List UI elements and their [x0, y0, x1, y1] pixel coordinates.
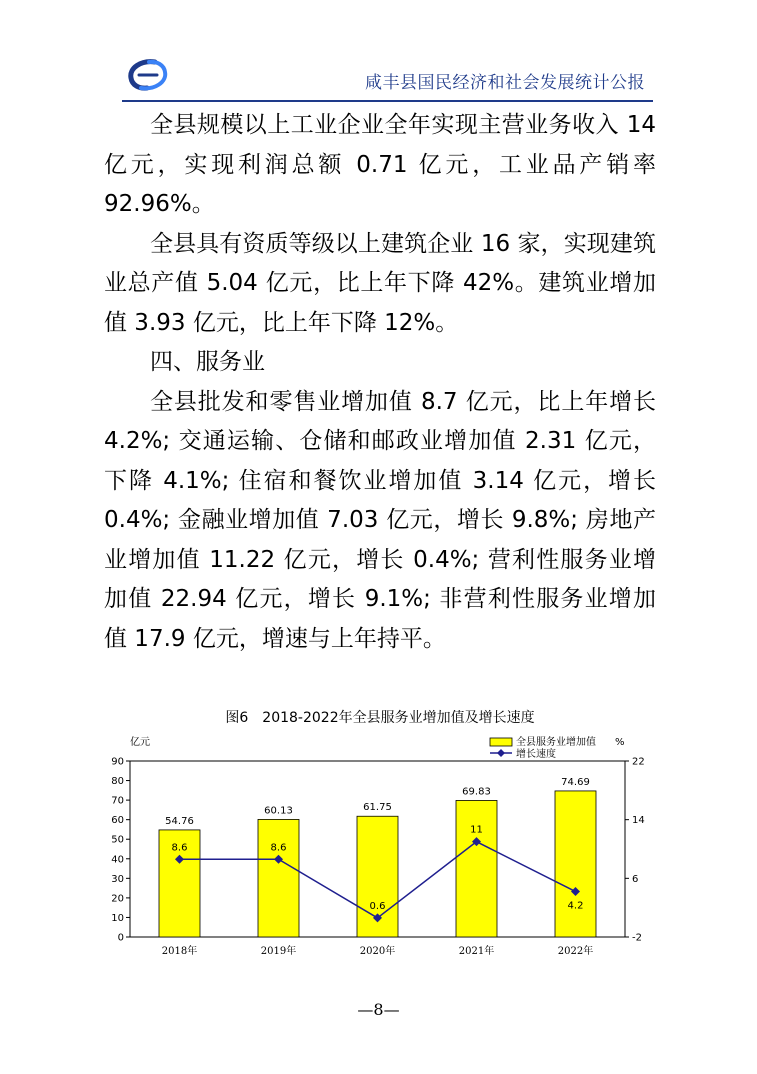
growth-value-label: 8.6 — [270, 842, 287, 854]
y-tick-left-label: 10 — [111, 912, 124, 924]
bar — [258, 819, 299, 937]
y-tick-left-label: 60 — [111, 815, 124, 827]
section-heading: 四、服务业 — [150, 349, 265, 375]
growth-value-label: 8.6 — [171, 842, 188, 854]
body-text — [104, 106, 656, 659]
x-tick-label: 2019年 — [260, 946, 297, 957]
legend-line-label: 增长速度 — [516, 749, 556, 760]
legend — [490, 735, 596, 760]
y-tick-left-label: 70 — [111, 795, 124, 807]
chart-title: 图6 2018-2022年全县服务业增加值及增长速度 — [225, 710, 535, 726]
growth-value-label: 11 — [470, 824, 483, 836]
bar — [456, 800, 497, 937]
growth-value-label: 4.2 — [567, 900, 584, 912]
y-tick-right-label: 6 — [632, 873, 639, 885]
logo-icon — [125, 58, 171, 92]
x-tick-labels — [162, 944, 593, 957]
page-number: —8— — [357, 1000, 400, 1019]
bar-value-label: 61.75 — [363, 802, 392, 814]
y-tick-left-label: 30 — [111, 873, 124, 885]
x-tick-label: 2021年 — [458, 946, 495, 957]
y-tick-left-label: 20 — [111, 893, 124, 905]
legend-bar-swatch — [490, 738, 512, 746]
services-chart — [110, 700, 650, 970]
paragraph-construction: 全县具有资质等级以上建筑企业 16 家，实现建筑业总产值 5.04 亿元，比上年下降 42%。建筑业增加值 3.93 亿元，比上年下降 12%。 — [104, 230, 656, 336]
y-tick-left-label: 50 — [111, 834, 124, 846]
y-tick-right-label: -2 — [632, 932, 642, 944]
y-tick-left-label: 80 — [111, 776, 124, 788]
paragraph-industry: 全县规模以上工业企业全年实现主营业务收入 14 亿元，实现利润总额 0.71 亿元，工业品产销率 92.96%。 — [104, 112, 656, 217]
y-tick-left-label: 90 — [111, 756, 124, 768]
y-tick-right-label: 14 — [632, 815, 645, 827]
legend-bar-label: 全县服务业增加值 — [516, 737, 596, 748]
x-tick-label: 2018年 — [161, 946, 198, 957]
x-tick-label: 2020年 — [359, 946, 396, 957]
bar-value-label: 69.83 — [462, 786, 491, 798]
x-tick-label: 2022年 — [557, 946, 594, 957]
legend-line-marker — [497, 749, 505, 757]
y-ticks-right — [625, 757, 645, 944]
y-tick-left-label: 40 — [111, 854, 124, 866]
paragraph-services: 全县批发和零售业增加值 8.7 亿元，比上年增长 4.2%; 交通运输、仓储和邮政业增加值 2.31 亿元，下降 4.1%; 住宿和餐饮业增加值 3.14 亿元，增长 0.4%; 金融业增加值 7.03 亿元，增长 9.8%; 房地产业增加值 11.22 亿元，增长 0.4%; 营利性服务业增加值 22.94 亿元，增长 9.1%; 非营利性服务业增加值 17.9 亿元，增速与上年持平。 — [104, 388, 656, 652]
bar-value-label: 60.13 — [264, 805, 293, 817]
y-axis-right-label: % — [615, 737, 625, 748]
y-axis-left-label: 亿元 — [130, 737, 150, 748]
y-tick-right-label: 22 — [632, 756, 645, 768]
bar-value-label: 54.76 — [165, 815, 194, 827]
bar — [555, 791, 596, 937]
y-tick-left-label: 0 — [117, 932, 124, 944]
y-ticks-left — [111, 757, 130, 944]
growth-value-label: 0.6 — [369, 900, 386, 912]
header-title: 咸丰县国民经济和社会发展统计公报 — [365, 73, 645, 93]
bar-value-label: 74.69 — [561, 776, 590, 788]
header-divider — [122, 100, 653, 102]
